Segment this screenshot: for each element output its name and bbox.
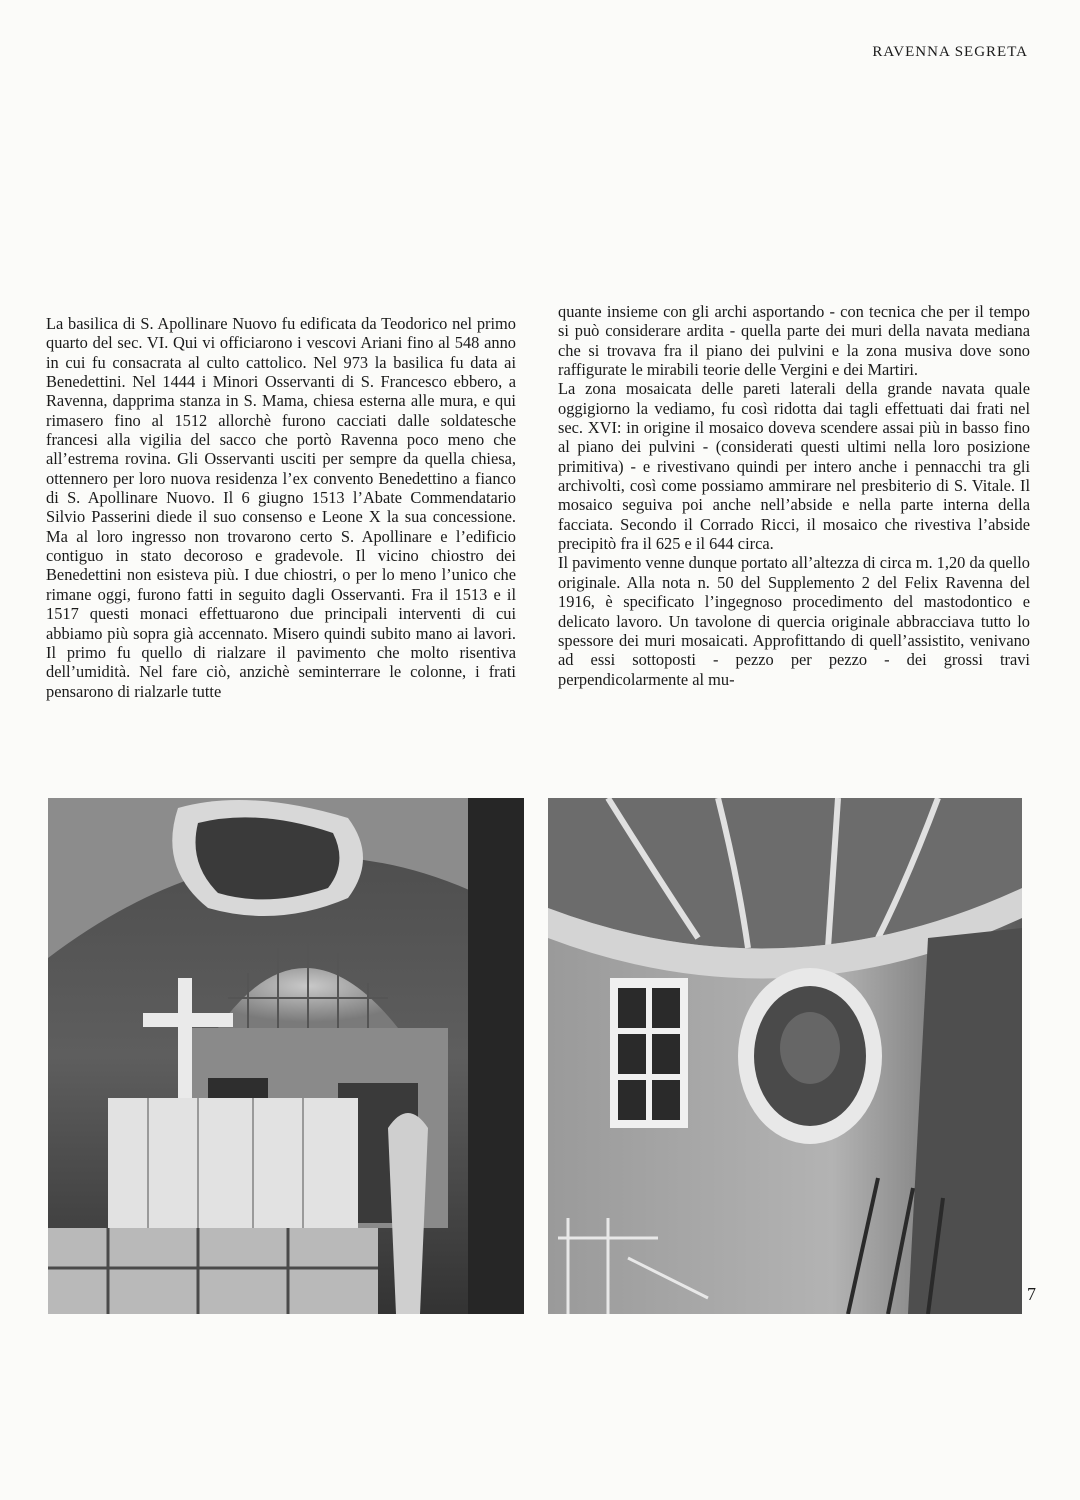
photo-dome-oval-painting	[548, 798, 1022, 1314]
right-paragraph-1: quante insieme con gli archi asportando - con tecnica che per il tempo si può considerare ardita - quella parte dei muri della navata mediana che si trovava fra il piano dei pulvini e la zona musiva dove sono raffigurate le mirabili teorie delle Vergini e dei Martiri.	[558, 302, 1030, 380]
right-paragraph-3: Il pavimento venne dunque portato all’altezza di circa m. 1,20 da quello originale. Alla nota n. 50 del Supplemento 2 del Felix Ravenna del 1916, è specificato l’ingegnoso procedimento del mastodontico e delicato lavoro. Un tavolone di quercia originale abbracciava tutto lo spessore dei muri mosaicati. Approfittando di quell’assistito, venivano ad essi sottoposti - pezzo per pezzo - dei grossi travi perpendicolarmente al mu-	[558, 553, 1030, 689]
left-paragraph-1: La basilica di S. Apollinare Nuovo fu edificata da Teodorico nel primo quarto del sec. VI. Qui vi officiarono i vescovi Ariani fino al 548 anno in cui fu consacrata al culto cattolico. Nel 973 la basilica fu data ai Benedettini. Nel 1444 i Minori Osservanti di S. Francesco ebbero, a Ravenna, dapprima stanza in S. Mama, chiesa esterna alle mura, e qui rimasero fino al 1512 allorchè furono cacciati dalle soldatesche francesi alla vigilia del sacco che portò Ravenna poco meno che all’estrema rovina. Gli Osservanti usciti per sempre da quella chiesa, ottennero per loro nuova residenza l’ex convento Benedettino a fianco di S. Apollinare Nuovo. Il 6 giugno 1513 l’Abate Commendatario Silvio Passerini diede il suo consenso e Leone X la sua concessione. Ma al loro ingresso non trovarono certo S. Apollinare e l’edificio contiguo in stato decoroso e gradevole. Il vicino chiostro dei Benedettini non esisteva più. I due chiostri, o per lo meno l’unico che rimane oggi, furono fatti in seguito dagli Osservanti. Fra il 1513 e il 1517 questi monaci effettuarono due principali interventi di cui abbiamo più sopra già accennato. Misero quindi subito mano ai lavori. Il primo fu quello di rialzare il pavimento che molto risentiva dell’umidità. Nel fare ciò, anzichè seminterrare le colonne, i frati pensarono di rialzarle tutte	[46, 314, 516, 701]
photo-dome-oval-painting-image	[548, 798, 1022, 1314]
left-text-column	[46, 314, 516, 701]
page-number: 7	[1027, 1284, 1036, 1304]
right-text-column	[558, 302, 1030, 689]
running-header: RAVENNA SEGRETA	[872, 44, 1028, 60]
photo-apse-with-cross-image	[48, 798, 524, 1314]
right-paragraph-2: La zona mosaicata delle pareti laterali della grande navata quale oggigiorno la vediamo, fu così ridotta dai tagli effettuati dai frati nel sec. XVI: in origine il mosaico doveva scendere assai più in basso fino al piano dei pulvini - (considerati questi ultimi nella loro posizione primitiva) - e rivestivano quindi per intero anche i pennacchi tra gli archivolti, così come possiamo ammirare nel presbiterio di S. Vitale. Il mosaico seguiva poi anche nell’abside e nella parte interna della facciata. Secondo il Corrado Ricci, il mosaico che rivestiva l’abside precipitò fra il 625 e il 644 circa.	[558, 379, 1030, 554]
photo-apse-with-cross	[48, 798, 524, 1314]
